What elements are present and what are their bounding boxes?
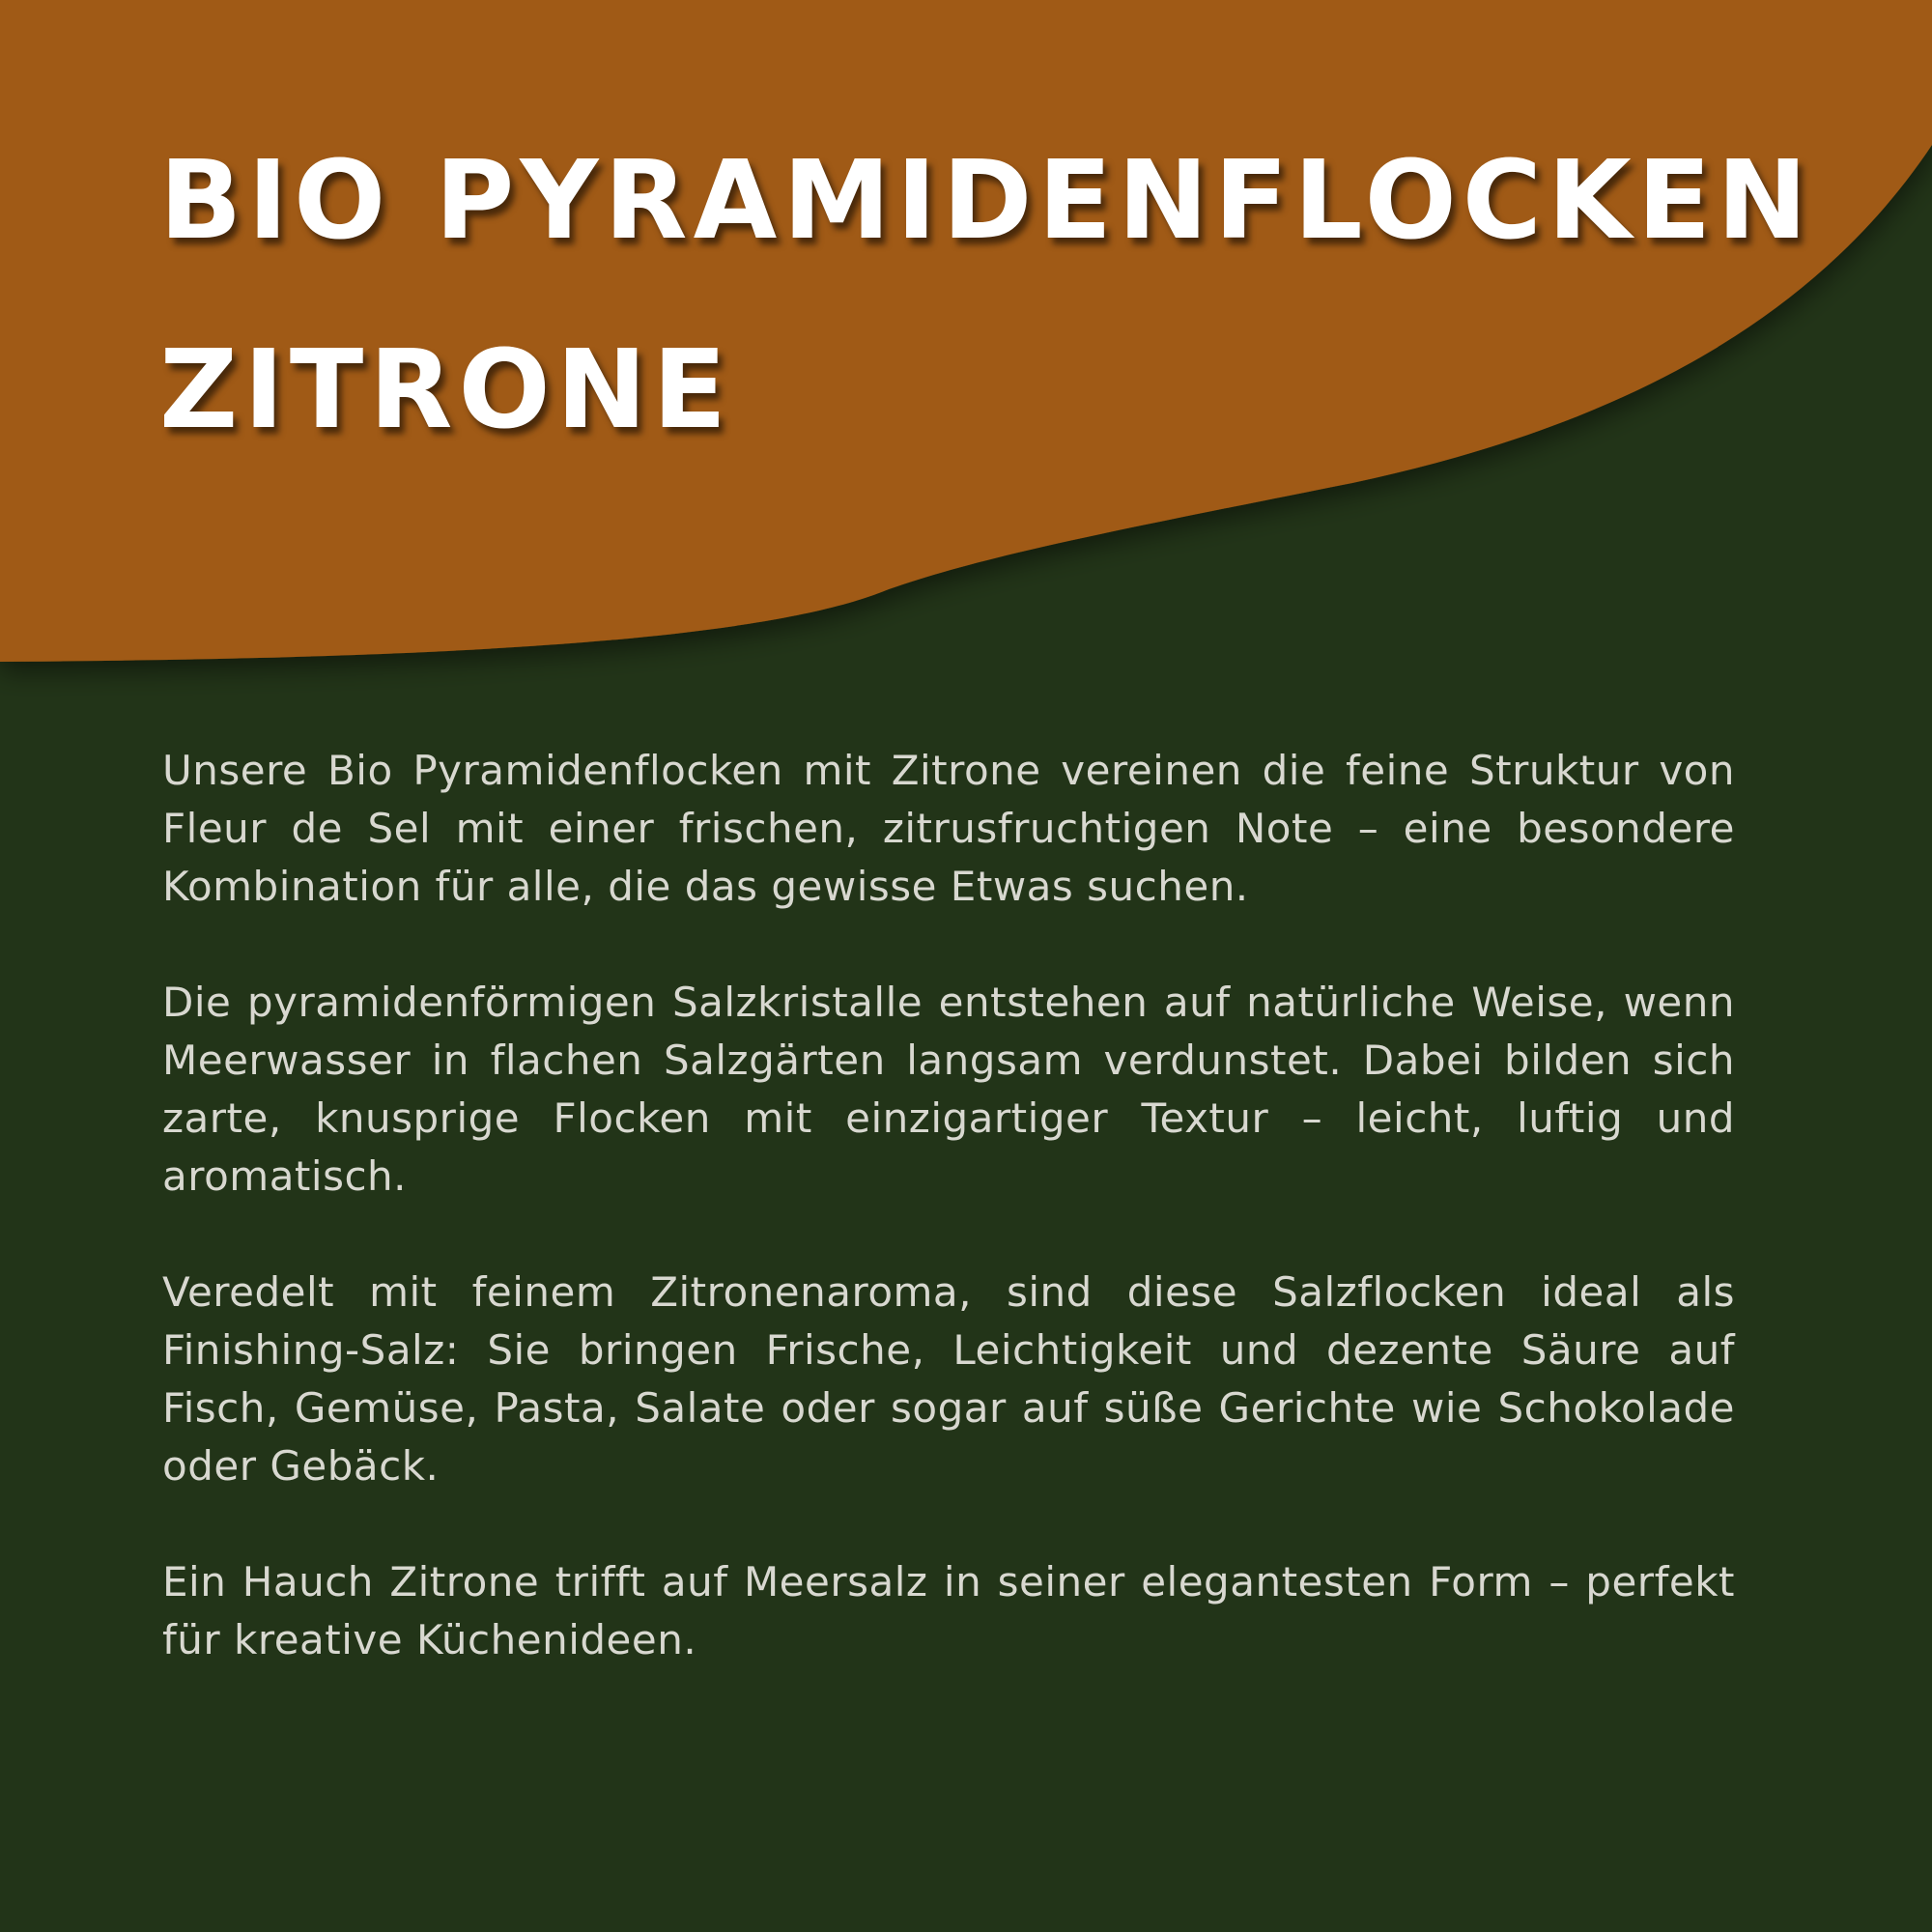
paragraph-usage: Veredelt mit feinem Zitronenaroma, sind diese Salzflocken ideal als Finishing-Salz: Sie bringen Frische, Leichtigkeit und dezente Säure auf Fisch, Gemüse, Pasta, Salate oder sogar auf süße Gerichte wie Schokolade oder Gebäck. [162,1268,1735,1490]
paragraph-intro: Unsere Bio Pyramidenflocken mit Zitrone vereinen die feine Struktur von Fleur de Sel mit einer frischen, zitrusfruchtigen Note – eine besondere Kombination für alle, die das gewisse Etwas suchen. [162,747,1735,910]
title-line-2: ZITRONE [159,327,732,453]
paragraph-closing: Ein Hauch Zitrone trifft auf Meersalz in seiner elegantesten Form – perfekt für kreative Küchenideen. [162,1558,1735,1663]
paragraph-origin: Die pyramidenförmigen Salzkristalle entstehen auf natürliche Weise, wenn Meerwasser in flachen Salzgärten langsam verdunstet. Dabei bilden sich zarte, knusprige Flocken mit einzigartiger Textur – leicht, luftig und aromatisch. [162,979,1735,1200]
title-line-1: BIO PYRAMIDENFLOCKEN [159,138,1814,264]
description-text [162,742,1735,1727]
page-title [159,106,1814,485]
